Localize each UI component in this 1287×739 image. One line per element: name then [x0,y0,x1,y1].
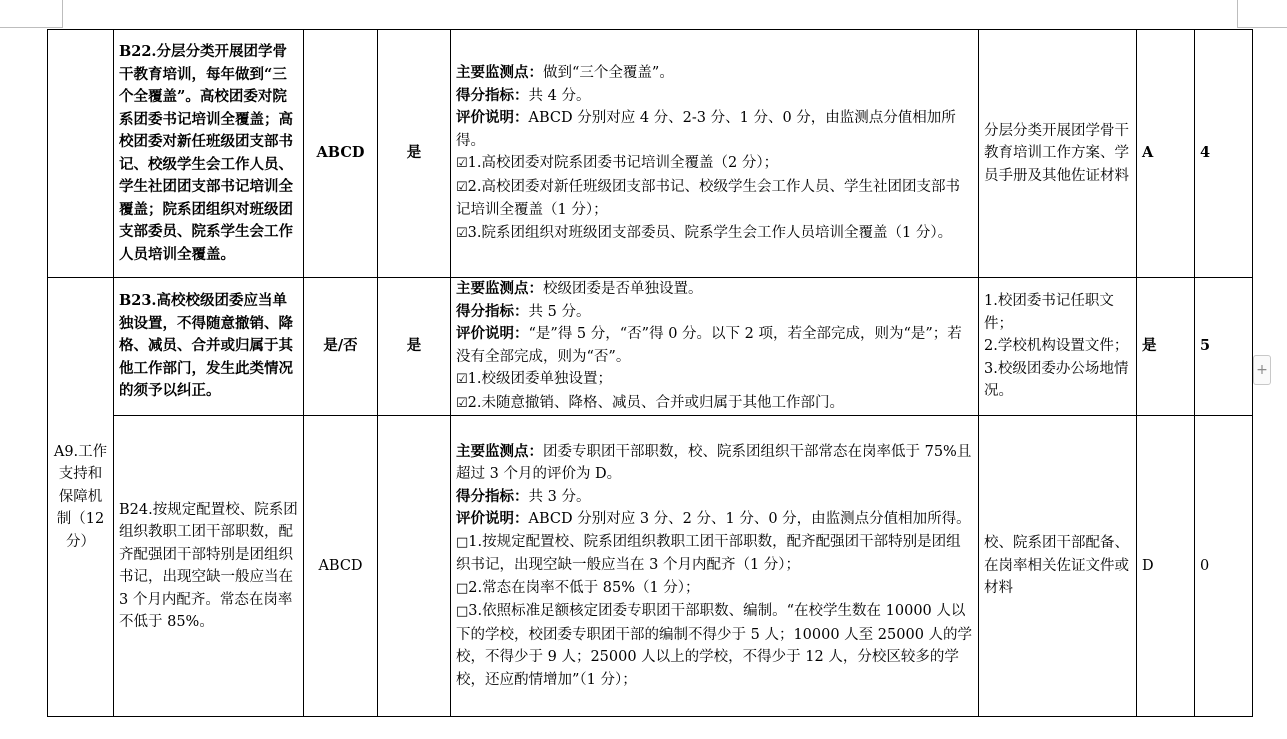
check-item: ☑1.高校团委对院系团委书记培训全覆盖（2 分）； [456,155,779,171]
margin-guide-top-left [0,27,62,28]
checkbox-checked-icon: ☑ [456,395,468,411]
points-b24: 0 [1195,416,1253,717]
grade-b22: A [1137,30,1195,278]
checkbox-checked-icon: ☑ [456,225,468,241]
type-b23: 是/否 [304,278,378,416]
check-item: □2.常态在岗率不低于 85%（1 分）； [456,579,700,596]
check-item: □1.按规定配置校、院系团组织教职工团干部职数，配齐配强团干部特别是团组织书记，出现空缺一般应当在 3 个月内配齐（1 分）； [456,533,961,574]
table-row-b22 [48,30,1253,278]
check-item: ☑2.高校团委对新任班级团支部书记、校级学生会工作人员、学生社团团支部书记培训全覆盖（1 分）； [456,178,960,218]
eval-line: 评价说明：ABCD 分别对应 3 分、2 分、1 分、0 分，由监测点分值相加所得。 [456,510,971,528]
core-b24 [378,416,451,717]
checkbox-checked-icon: ☑ [456,156,468,171]
evidence-b22: 分层分类开展团学骨干教育培训工作方案、学员手册及其他佐证材料 [979,30,1137,278]
score-line: 得分指标：共 4 分。 [456,86,591,104]
score-line: 得分指标：共 5 分。 [456,302,591,320]
grade-b24: D [1137,416,1195,717]
item-b24: B24.按规定配置校、院系团组织教职工团干部职数，配齐配强团干部特别是团组织书记，出现空缺一般应当在 3 个月内配齐。常态在岗率不低于 85%。 [114,416,304,717]
description-b23 [451,278,979,416]
type-b24: ABCD [304,416,378,717]
core-b23: 是 [378,278,451,416]
margin-guide-top-right [1237,27,1287,28]
checkbox-empty-icon: □ [456,534,469,550]
add-row-button[interactable] [1253,355,1271,385]
evidence-b24: 校、院系团干部配备、在岗率相关佐证文件或材料 [979,416,1137,717]
check-item: ☑3.院系团组织对班级团支部委员、院系学生会工作人员培训全覆盖（1 分）。 [456,224,953,241]
checkbox-empty-icon: □ [456,580,469,596]
monitor-line: 主要监测点：校级团委是否单独设置。 [456,280,703,297]
monitor-line: 主要监测点：做到“三个全覆盖”。 [456,64,674,81]
item-b22: B22.分层分类开展团学骨干教育培训，每年做到“三个全覆盖”。高校团委对院系团委书记培训全覆盖；高校团委对新任班级团支部书记、校级学生会工作人员、学生社团团支部书记培训全覆盖；院系团组织对班级团支部委员、院系学生会工作人员培训全覆盖。 [114,30,304,278]
checkbox-empty-icon: □ [456,604,469,620]
grade-b23: 是 [1137,278,1195,416]
evaluation-table [47,29,1253,717]
plus-icon: + [1256,362,1268,378]
evidence-b23: 1.校团委书记任职文件； 2.学校机构设置文件； 3.校级团委办公场地情况。 [979,278,1137,416]
item-b23: B23.高校校级团委应当单独设置，不得随意撤销、降格、减员、合并或归属于其他工作部门，发生此类情况的须予以纠正。 [114,278,304,416]
core-b22: 是 [378,30,451,278]
eval-line: 评价说明：“是”得 5 分，“否”得 0 分。以下 2 项，若全部完成，则为“是”；若没有全部完成，则为“否”。 [456,325,962,365]
points-b23: 5 [1195,278,1253,416]
monitor-line: 主要监测点：团委专职团干部职数，校、院系团组织干部常态在岗率低于 75%且超过 3 个月的评价为 D。 [456,442,972,483]
score-line: 得分指标：共 3 分。 [456,487,591,505]
check-item: □3.依照标准足额核定团委专职团干部职数、编制。“在校学生数在 10000 人以下的学校，校团委专职团干部的编制不得少于 5 人；10000 人至 25000 人的学校，不得少于 9 人；25000 人以上的学校，不得少于 12 人，分校区较多的学校，还应酌情增加”（1 分）； [456,603,973,688]
eval-line: 评价说明：ABCD 分别对应 4 分、2-3 分、1 分、0 分，由监测点分值相加所得。 [456,109,956,149]
checkbox-checked-icon: ☑ [456,372,468,387]
check-item: ☑1.校级团委单独设置； [456,371,612,387]
margin-guide-right [1237,0,1238,28]
margin-guide-left [62,0,63,28]
check-item: ☑2.未随意撤销、降格、减员、合并或归属于其他工作部门。 [456,394,844,411]
table-row-b24 [48,416,1253,717]
category-cell: A9.工作支持和保障机制（12分） [48,278,114,717]
checkbox-checked-icon: ☑ [456,179,468,195]
category-cell-top [48,30,114,278]
table-row-b23 [48,278,1253,416]
type-b22: ABCD [304,30,378,278]
points-b22: 4 [1195,30,1253,278]
description-b24 [451,416,979,717]
description-b22 [451,30,979,278]
